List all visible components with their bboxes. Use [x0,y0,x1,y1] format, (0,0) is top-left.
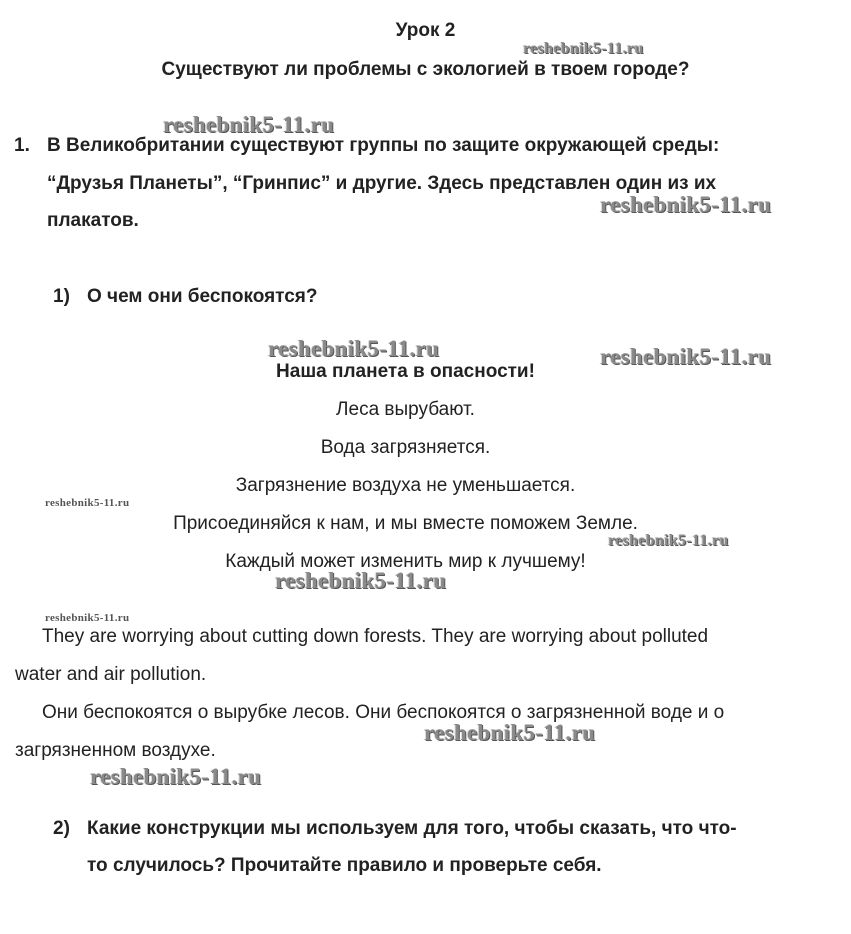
poster-line: Каждый может изменить мир к лучшему! [225,551,586,572]
q1-text: О чем они беспокоятся? [87,286,318,307]
task1-line: плакатов. [47,210,139,231]
q2-line: то случилось? Прочитайте правило и проверьте себя. [87,855,602,876]
answer-ru-line: загрязненном воздухе. [15,740,216,761]
task1-line: “Друзья Планеты”, “Гринпис” и другие. Здесь представлен один из их [47,173,717,194]
watermark: reshebnik5-11.ru [163,112,335,137]
subtitle: Существуют ли проблемы с экологией в твоем городе? [161,59,690,80]
poster-line: Вода загрязняется. [320,437,491,458]
watermark: reshebnik5-11.ru [608,532,729,549]
watermark: reshebnik5-11.ru [45,612,130,624]
watermark: reshebnik5-11.ru [600,344,772,369]
watermark: reshebnik5-11.ru [424,720,596,745]
poster-line: Присоединяйся к нам, и мы вместе поможем Земле. [173,513,638,534]
q1-number: 1) [53,286,70,307]
poster-line: Леса вырубают. [336,399,475,420]
lesson-title: Урок 2 [395,20,456,41]
poster-title: Наша планета в опасности! [276,361,535,382]
watermark: reshebnik5-11.ru [268,336,440,361]
task1-line: В Великобритании существуют группы по защите окружающей среды: [47,135,720,156]
answer-en-line: They are worrying about cutting down forests. They are worrying about polluted [42,626,709,647]
answer-en-line: water and air pollution. [15,664,207,685]
watermark: reshebnik5-11.ru [523,40,644,57]
answer-ru-line: Они беспокоятся о вырубке лесов. Они беспокоятся о загрязненной воде и о [42,702,725,723]
poster-line: Загрязнение воздуха не уменьшается. [235,475,576,496]
q2-number: 2) [53,818,70,839]
watermark: reshebnik5-11.ru [45,497,130,509]
watermark: reshebnik5-11.ru [275,568,447,593]
q2-line: Какие конструкции мы используем для того, чтобы сказать, что что- [87,818,737,839]
watermark: reshebnik5-11.ru [600,192,772,217]
watermark: reshebnik5-11.ru [90,764,262,789]
task1-number: 1. [14,135,30,156]
